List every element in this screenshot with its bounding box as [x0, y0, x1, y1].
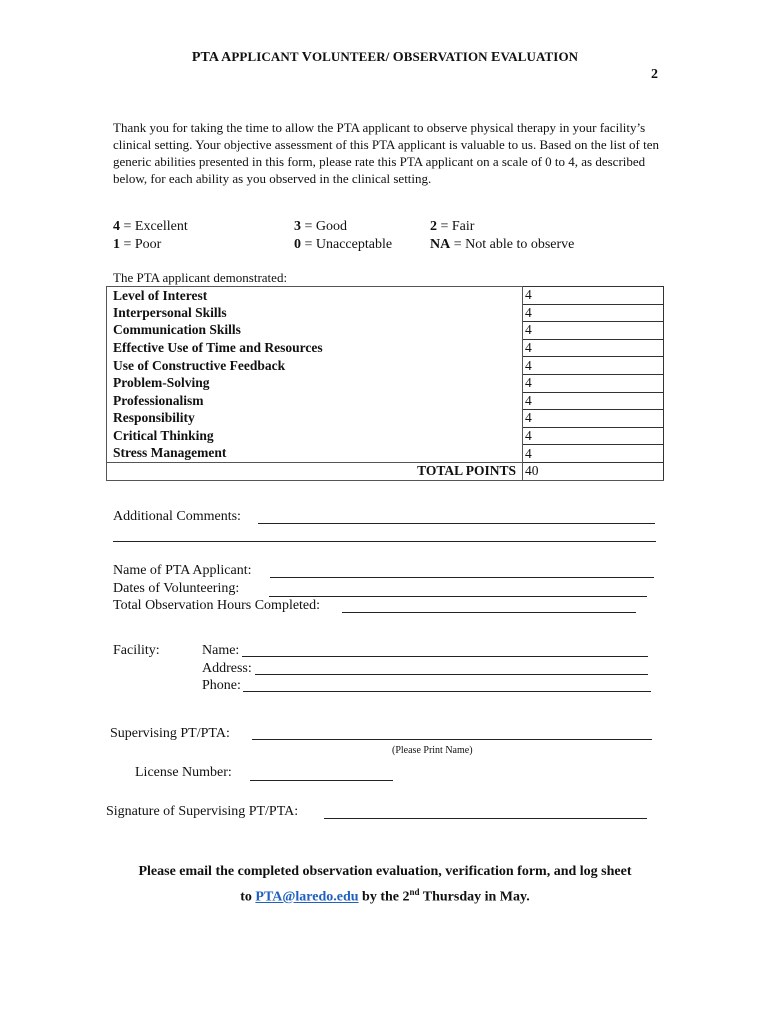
scale-col-1: 4 = Excellent 1 = Poor	[113, 219, 188, 252]
table-row	[107, 339, 664, 357]
ratings-table	[106, 286, 664, 481]
supervisor-label: Supervising PT/PTA:	[110, 726, 230, 741]
scale-col-3: 2 = Fair NA = Not able to observe	[430, 219, 575, 252]
license-label: License Number:	[135, 765, 232, 780]
license-line[interactable]	[250, 780, 393, 781]
ability-name: Stress Management	[107, 445, 523, 463]
email-link[interactable]: PTA@laredo.edu	[255, 889, 359, 905]
comments-label: Additional Comments:	[113, 509, 241, 524]
signature-line[interactable]	[324, 818, 647, 819]
ability-name: Communication Skills	[107, 322, 523, 340]
submission-instructions: Please email the completed observation evaluation, verification form, and log sheet to PTA@laredo.edu by the 2nd Thursday in May.	[138, 864, 632, 905]
page-number: 2	[651, 67, 658, 82]
demonstrated-label: The PTA applicant demonstrated:	[113, 270, 288, 285]
table-row	[107, 287, 664, 305]
ability-name: Use of Constructive Feedback	[107, 357, 523, 375]
facility-address-line[interactable]	[255, 674, 648, 675]
score-field[interactable]: 4	[523, 322, 664, 340]
facility-label: Facility:	[113, 643, 160, 658]
facility-name-line[interactable]	[242, 656, 648, 657]
intro-paragraph: Thank you for taking the time to allow the PTA applicant to observe physical therapy in your facility’s clinical setting. Your objective assessment of this PTA applicant is valuable to us. Based on the list of ten generic abilities presented in this form, please rate this PTA applicant on a scale of 0 to 4, as described below, for each ability as you observed in the clinical setting.	[113, 120, 659, 186]
scale-col-2: 3 = Good 0 = Unacceptable	[294, 219, 393, 252]
dates-line[interactable]	[269, 596, 647, 597]
document-title: PTA APPLICANT VOLUNTEER/ OBSERVATION EVALUATION	[191, 49, 579, 65]
ability-name: Problem-Solving	[107, 374, 523, 392]
score-field[interactable]: 4	[523, 374, 664, 392]
ability-name: Effective Use of Time and Resources	[107, 339, 523, 357]
comments-line-2[interactable]	[113, 541, 656, 542]
ability-name: Professionalism	[107, 392, 523, 410]
supervisor-line[interactable]	[252, 739, 652, 740]
total-row	[107, 462, 664, 480]
ability-name: Interpersonal Skills	[107, 304, 523, 322]
score-field[interactable]: 4	[523, 392, 664, 410]
facility-phone-label: Phone:	[202, 678, 241, 693]
total-label: TOTAL POINTS	[107, 462, 523, 480]
table-row	[107, 427, 664, 445]
table-row	[107, 322, 664, 340]
table-row	[107, 445, 664, 463]
score-field[interactable]: 4	[523, 427, 664, 445]
ability-name: Level of Interest	[107, 287, 523, 305]
total-field[interactable]: 40	[523, 462, 664, 480]
hours-label: Total Observation Hours Completed:	[113, 598, 321, 613]
applicant-name-line[interactable]	[270, 577, 654, 578]
facility-address-label: Address:	[202, 661, 252, 676]
hours-line[interactable]	[342, 612, 636, 613]
table-row	[107, 357, 664, 375]
dates-label: Dates of Volunteering:	[113, 581, 240, 596]
applicant-name-label: Name of PTA Applicant:	[113, 563, 252, 578]
signature-label: Signature of Supervising PT/PTA:	[106, 804, 299, 819]
score-field[interactable]: 4	[523, 410, 664, 428]
score-field[interactable]: 4	[523, 304, 664, 322]
table-row	[107, 304, 664, 322]
score-field[interactable]: 4	[523, 287, 664, 305]
table-row	[107, 410, 664, 428]
facility-phone-line[interactable]	[243, 691, 651, 692]
table-row	[107, 374, 664, 392]
score-field[interactable]: 4	[523, 357, 664, 375]
print-name-note: (Please Print Name)	[392, 745, 473, 756]
comments-line-1[interactable]	[258, 523, 655, 524]
ability-name: Critical Thinking	[107, 427, 523, 445]
score-field[interactable]: 4	[523, 445, 664, 463]
ability-name: Responsibility	[107, 410, 523, 428]
score-field[interactable]: 4	[523, 339, 664, 357]
table-row	[107, 392, 664, 410]
facility-name-label: Name:	[202, 643, 240, 658]
